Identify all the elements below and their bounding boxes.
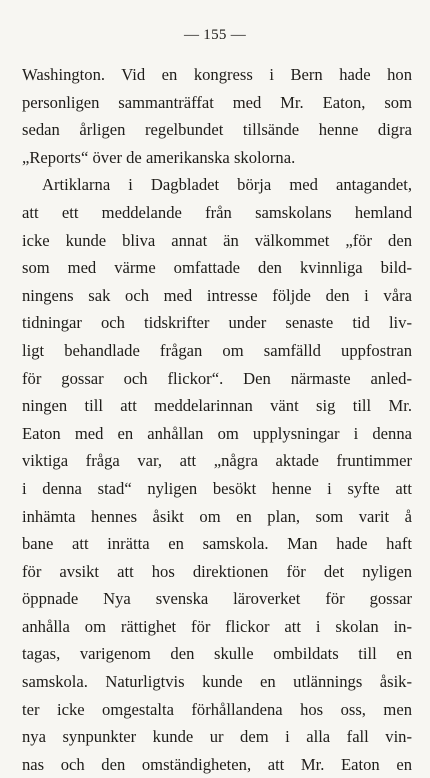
text-line: för gossar och flickor“. Den närmaste anled- bbox=[22, 368, 412, 388]
text-line: ligt behandlade frågan om samfälld uppfostran bbox=[22, 340, 412, 360]
text-line: öppnade Nya svenska läroverket för gossar bbox=[22, 589, 412, 609]
text-line: i denna stad“ nyligen besökt henne i syfte att bbox=[22, 478, 412, 498]
text-line: „Reports“ över de amerikanska skolorna. bbox=[22, 147, 296, 167]
text-line: ter icke omgestalta förhållandena hos oss, men bbox=[22, 699, 412, 719]
text-line: nya synpunkter kunde ur dem i alla fall vin- bbox=[22, 727, 412, 747]
text-line: Artiklarna i Dagbladet börja med antagandet, bbox=[42, 175, 412, 195]
text-line: att ett meddelande från samskolans hemland bbox=[22, 202, 412, 222]
text-line: anhålla om rättighet för flickor att i skolan in- bbox=[22, 616, 412, 636]
text-line: personligen sammanträffat med Mr. Eaton, som bbox=[22, 92, 412, 112]
text-line: Washington. Vid en kongress i Bern hade hon bbox=[22, 65, 412, 84]
text-line: sedan årligen regelbundet tillsände henne digra bbox=[22, 120, 412, 140]
text-line: bane att inrätta en samskola. Man hade haft bbox=[22, 534, 412, 554]
text-line: tagas, varigenom den skulle ombildats till en bbox=[22, 644, 412, 664]
text-line: ningens sak och med intresse följde den i våra bbox=[22, 285, 412, 305]
text-line: nas och den omständigheten, att Mr. Eaton en bbox=[22, 754, 412, 774]
text-line: samskola. Naturligtvis kunde en utlännings åsik- bbox=[22, 672, 412, 692]
text-line: för avsikt att hos direktionen för det nyligen bbox=[22, 561, 412, 581]
body-text bbox=[22, 61, 412, 778]
text-line: inhämta hennes åsikt om en plan, som varit å bbox=[22, 506, 412, 526]
text-line: Eaton med en anhållan om upplysningar i denna bbox=[22, 423, 412, 443]
text-line: ningen till att meddelarinnan vänt sig till Mr. bbox=[22, 396, 412, 416]
text-line: tidningar och tidskrifter under senaste tid liv- bbox=[22, 313, 412, 333]
text-line: som med värme omfattade den kvinnliga bild- bbox=[22, 258, 412, 278]
page-number: — 155 — bbox=[183, 27, 247, 43]
text-line: viktiga fråga var, att „några aktade fruntimmer bbox=[22, 451, 412, 471]
text-line: icke kunde bliva annat än välkommet „för den bbox=[22, 230, 412, 250]
